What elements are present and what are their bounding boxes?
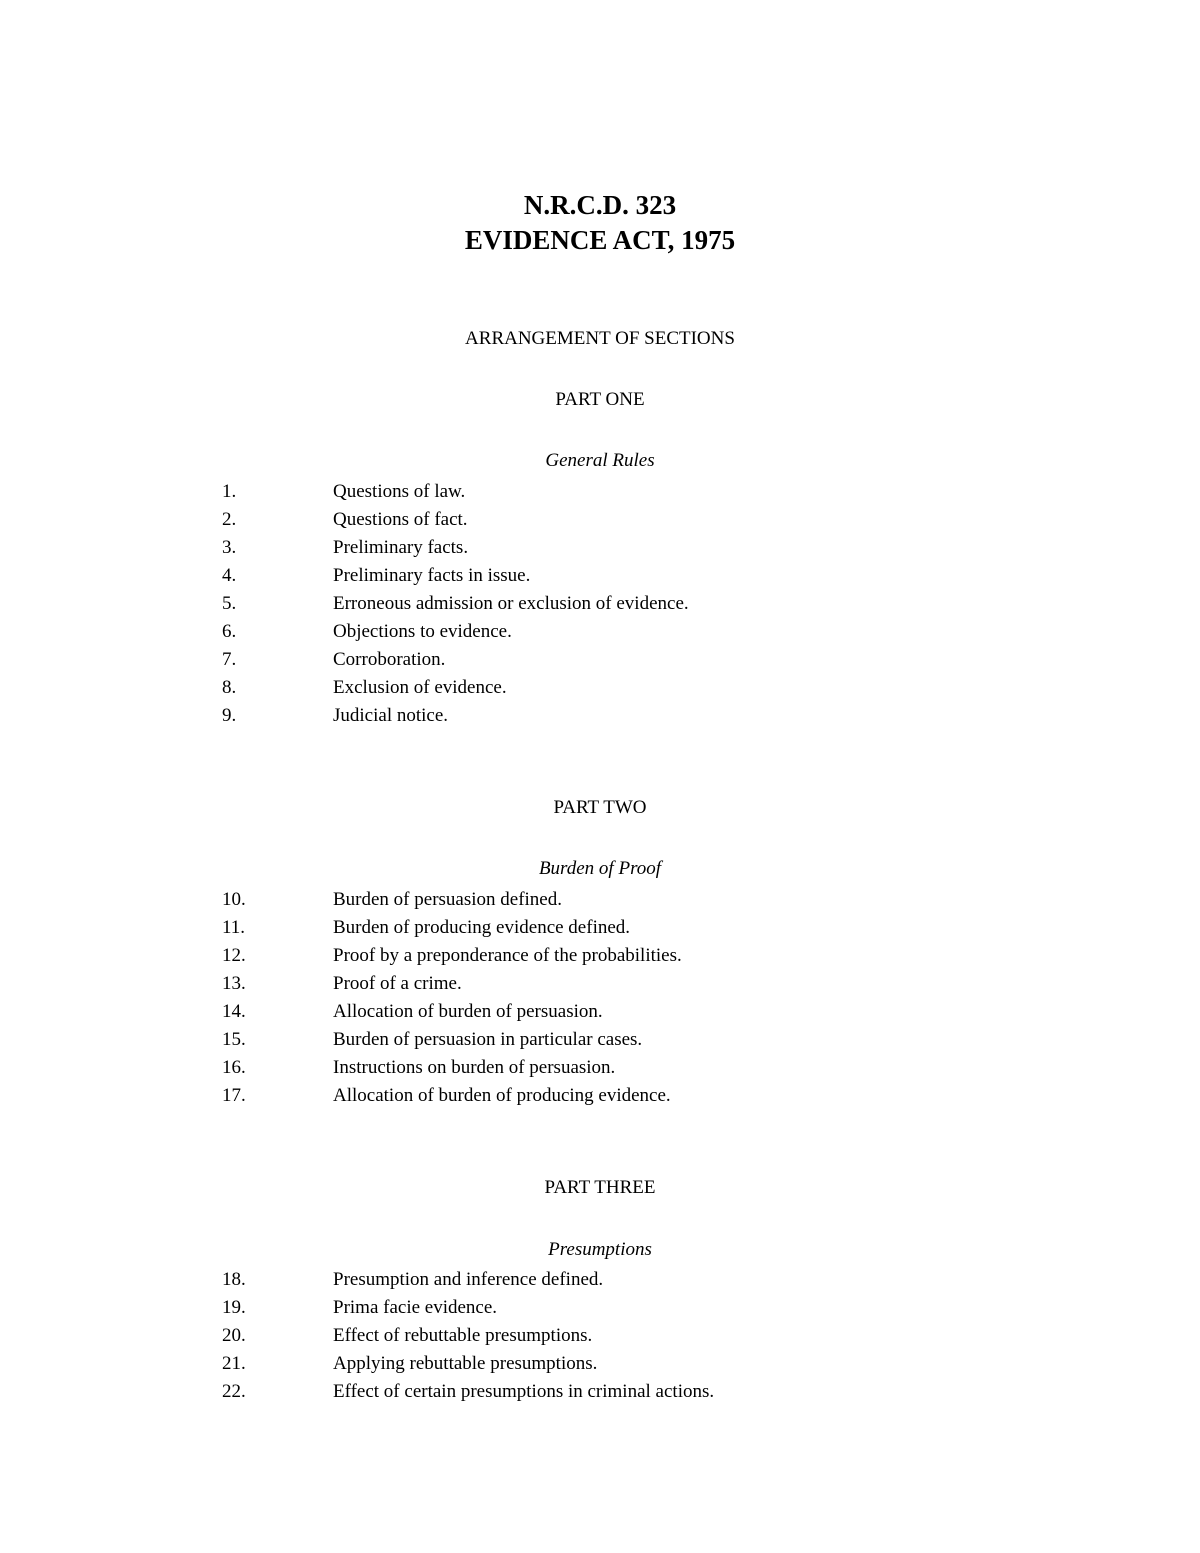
section-number: 21. (222, 1353, 246, 1374)
section-number: 18. (222, 1269, 246, 1290)
section-number: 19. (222, 1297, 246, 1318)
section-title: Proof by a preponderance of the probabilities. (333, 945, 682, 966)
section-number: 11. (222, 917, 246, 938)
section-row (0, 944, 1200, 972)
section-row (0, 1084, 1200, 1112)
section-title: Questions of fact. (333, 509, 468, 530)
section-number: 15. (222, 1029, 246, 1050)
section-title: Prima facie evidence. (333, 1297, 498, 1318)
section-title: Effect of certain presumptions in criminal actions. (333, 1381, 715, 1402)
section-number: 13. (222, 973, 246, 994)
section-number: 16. (222, 1057, 246, 1078)
section-title: Exclusion of evidence. (333, 677, 507, 698)
section-title: Preliminary facts in issue. (333, 565, 531, 586)
section-row (0, 1380, 1200, 1408)
section-row (0, 1324, 1200, 1352)
section-title: Erroneous admission or exclusion of evidence. (333, 593, 689, 614)
part-two-section-list (0, 888, 1200, 1112)
section-number: 17. (222, 1085, 246, 1106)
section-row (0, 888, 1200, 916)
section-title: Presumption and inference defined. (333, 1269, 604, 1290)
section-title: Allocation of burden of producing evidence. (333, 1085, 671, 1106)
section-row (0, 1000, 1200, 1028)
section-title: Objections to evidence. (333, 621, 512, 642)
section-row (0, 1056, 1200, 1084)
section-row (0, 1028, 1200, 1056)
arrangement-heading: ARRANGEMENT OF SECTIONS (465, 328, 735, 349)
section-title: Corroboration. (333, 649, 446, 670)
section-number: 10. (222, 889, 246, 910)
part-two-subheading: Burden of Proof (538, 858, 662, 879)
section-title: Burden of persuasion defined. (333, 889, 562, 910)
section-title: Burden of producing evidence defined. (333, 917, 631, 938)
section-number: 2. (222, 509, 237, 530)
section-number: 6. (222, 621, 237, 642)
section-title: Effect of rebuttable presumptions. (333, 1325, 593, 1346)
section-row (0, 676, 1200, 704)
section-number: 5. (222, 593, 237, 614)
section-title: Questions of law. (333, 481, 466, 502)
section-row (0, 704, 1200, 732)
section-row (0, 648, 1200, 676)
section-row (0, 1352, 1200, 1380)
part-three-subheading: Presumptions (548, 1239, 652, 1260)
section-title: Preliminary facts. (333, 537, 469, 558)
section-number: 4. (222, 565, 237, 586)
part-one-subheading: General Rules (545, 450, 655, 471)
section-row (0, 916, 1200, 944)
section-number: 7. (222, 649, 237, 670)
section-number: 14. (222, 1001, 246, 1022)
section-title: Judicial notice. (333, 705, 449, 726)
section-title: Allocation of burden of persuasion. (333, 1001, 603, 1022)
section-row (0, 620, 1200, 648)
section-number: 9. (222, 705, 237, 726)
section-title: Burden of persuasion in particular cases. (333, 1029, 643, 1050)
part-two-heading: PART TWO (553, 797, 647, 818)
section-row (0, 564, 1200, 592)
section-row (0, 972, 1200, 1000)
part-three-section-list (0, 1268, 1200, 1408)
part-three-heading: PART THREE (544, 1177, 656, 1198)
section-row (0, 1268, 1200, 1296)
section-number: 1. (222, 481, 237, 502)
part-one-heading: PART ONE (555, 389, 645, 410)
section-number: 3. (222, 537, 237, 558)
act-code: N.R.C.D. 323 (523, 190, 677, 220)
section-number: 8. (222, 677, 237, 698)
section-row (0, 592, 1200, 620)
section-row (0, 508, 1200, 536)
section-row (0, 536, 1200, 564)
title-block (0, 188, 1200, 258)
section-number: 20. (222, 1325, 246, 1346)
act-title: EVIDENCE ACT, 1975 (464, 225, 736, 255)
section-row (0, 480, 1200, 508)
section-title: Applying rebuttable presumptions. (333, 1353, 598, 1374)
part-one-section-list (0, 480, 1200, 732)
section-title: Proof of a crime. (333, 973, 462, 994)
section-number: 22. (222, 1381, 246, 1402)
section-row (0, 1296, 1200, 1324)
section-number: 12. (222, 945, 246, 966)
section-title: Instructions on burden of persuasion. (333, 1057, 616, 1078)
